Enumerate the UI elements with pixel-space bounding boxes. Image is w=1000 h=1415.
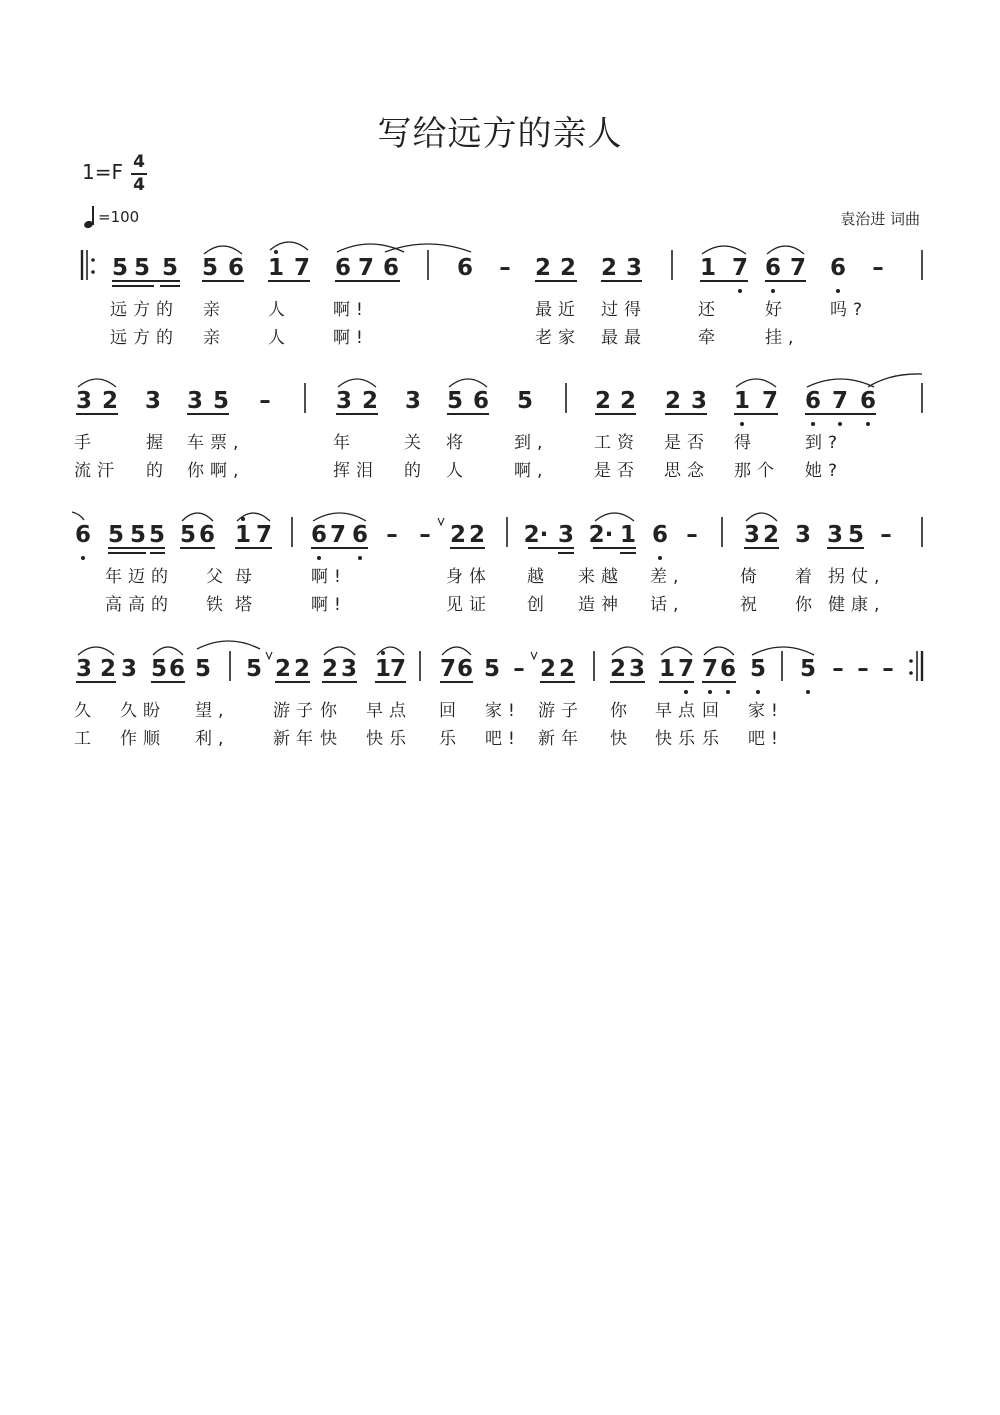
note-row2-13: 2 (619, 388, 637, 414)
slur-11 (182, 513, 213, 521)
lyric-row2-v2-2: 你啊, (187, 461, 245, 481)
lyric-row2-v1-1: 握 (146, 433, 163, 453)
slur-5 (767, 246, 804, 254)
lyric-row3-v1-6: 来越 (578, 567, 624, 587)
lyric-row3-v1-1: 父 (206, 567, 223, 587)
note-row2-14: 2 (664, 388, 682, 414)
slur-13 (313, 513, 366, 521)
note-row4-16: – (513, 656, 525, 682)
lyric-row2-v1-10: 到? (805, 433, 844, 453)
lyric-row4-v2-8: 新年 (538, 729, 584, 749)
lyric-row3-v2-7: 话, (650, 595, 685, 615)
note-row3-5: 6 (198, 522, 216, 548)
slur-15 (746, 513, 777, 521)
note-row4-22: 7 (677, 656, 695, 682)
note-row4-29: – (882, 656, 894, 682)
note-row4-3: 5 (150, 656, 168, 682)
note-row1-5: 1 (267, 255, 285, 281)
note-row4-19: 2 (609, 656, 627, 682)
slur-24 (704, 647, 734, 655)
octave-dot-11 (358, 556, 362, 560)
lyric-row2-v2-3: 挥泪 (333, 461, 379, 481)
lyric-row1-v2-4: 老家 (535, 328, 581, 348)
lyric-row4-v1-5: 早点 (366, 701, 412, 721)
note-row4-5: 5 (194, 656, 212, 682)
breath-mark-0 (438, 518, 444, 525)
note-row4-23: 7 (701, 656, 719, 682)
note-row4-25: 5 (749, 656, 767, 682)
note-row3-20: – (686, 522, 698, 548)
note-row3-25: 5 (847, 522, 865, 548)
slur-8 (449, 379, 487, 387)
note-row4-13: 7 (439, 656, 457, 682)
lyric-row4-v1-9: 你 (610, 701, 627, 721)
lyric-row1-v2-0: 远方的 (110, 328, 179, 348)
lyric-row1-v2-5: 最最 (601, 328, 647, 348)
note-row2-18: 6 (804, 388, 822, 414)
lyric-row3-v2-2: 塔 (235, 595, 252, 615)
lyric-row1-v2-6: 牵 (698, 328, 715, 348)
note-row1-20: 6 (829, 255, 847, 281)
lyric-row4-v2-2: 利, (195, 729, 230, 749)
lyric-row4-v2-5: 快乐 (366, 729, 412, 749)
lyric-row4-v1-12: 家! (748, 701, 784, 721)
song-title: 写给远方的亲人 (377, 114, 623, 154)
lyric-row4-v1-3: 游子 (273, 701, 319, 721)
lyric-row1-v1-4: 最近 (535, 300, 581, 320)
note-row3-3: 5 (148, 522, 166, 548)
slur-0 (204, 246, 242, 254)
octave-dot-15 (708, 690, 712, 694)
lyric-row3-v2-5: 创 (527, 595, 544, 615)
note-row1-11: – (499, 255, 511, 281)
slur-16 (78, 647, 114, 655)
octave-dot-3 (836, 289, 840, 293)
tie-continue-row3 (72, 512, 84, 520)
lyric-row1-v1-8: 吗? (830, 300, 869, 320)
note-row3-19: 6 (651, 522, 669, 548)
lyric-row3-v2-9: 你 (795, 595, 812, 615)
octave-dot-4 (740, 422, 744, 426)
lyric-row3-v1-9: 着 (795, 567, 812, 587)
note-row1-18: 6 (764, 255, 782, 281)
note-row1-19: 7 (789, 255, 807, 281)
lyric-row4-v2-11: 乐 (702, 729, 719, 749)
note-row1-7: 6 (334, 255, 352, 281)
note-row1-15: 3 (625, 255, 643, 281)
note-row2-8: 3 (404, 388, 422, 414)
note-row3-10: 6 (351, 522, 369, 548)
note-row3-2: 5 (129, 522, 147, 548)
lyric-row4-v1-10: 早点 (655, 701, 701, 721)
octave-dot-13 (381, 651, 385, 655)
lyric-row4-v1-7: 家! (485, 701, 521, 721)
lyric-row4-v1-4: 你 (320, 701, 337, 721)
note-row4-0: 3 (75, 656, 93, 682)
lyric-row3-v1-10: 拐仗, (828, 567, 886, 587)
octave-dot-10 (317, 556, 321, 560)
note-row3-14: 2 (468, 522, 486, 548)
note-row2-19: 7 (831, 388, 849, 414)
note-row3-26: – (880, 522, 892, 548)
lyric-row4-v2-9: 快 (610, 729, 627, 749)
note-row3-16: 3 (557, 522, 575, 548)
note-row4-9: 2 (321, 656, 339, 682)
lyric-row4-v2-6: 乐 (439, 729, 456, 749)
note-row2-16: 1 (733, 388, 751, 414)
slur-9 (736, 379, 776, 387)
lyric-row4-v2-3: 新年 (273, 729, 319, 749)
lyric-row2-v2-0: 流汗 (74, 461, 120, 481)
lyric-row2-v1-4: 关 (404, 433, 421, 453)
lyric-row4-v1-2: 望, (195, 701, 230, 721)
note-row4-27: – (832, 656, 844, 682)
lyric-row4-v2-4: 快 (320, 729, 337, 749)
note-row1-6: 7 (293, 255, 311, 281)
lyric-row4-v1-0: 久 (74, 701, 91, 721)
repeat-end-dot-top (909, 659, 913, 663)
note-row3-1: 5 (107, 522, 125, 548)
composer-credit: 袁治进 词曲 (840, 210, 920, 228)
lyric-row1-v1-5: 过得 (601, 300, 647, 320)
note-row2-0: 3 (75, 388, 93, 414)
lyric-row3-v1-7: 差, (650, 567, 685, 587)
slur-4 (702, 246, 746, 254)
octave-dot-6 (838, 422, 842, 426)
note-row2-3: 3 (186, 388, 204, 414)
note-row3-8: 6 (310, 522, 328, 548)
note-row4-11: 1 (374, 656, 392, 682)
note-row4-12: 7 (389, 656, 407, 682)
note-row4-17: 2 (539, 656, 557, 682)
note-row3-11: – (386, 522, 398, 548)
slur-7 (338, 379, 376, 387)
slur-14 (595, 513, 634, 521)
lyric-row4-v2-0: 工 (74, 729, 91, 749)
note-row4-21: 1 (658, 656, 676, 682)
slur-21 (442, 647, 471, 655)
note-row2-11: 5 (516, 388, 534, 414)
slur-2 (337, 244, 404, 252)
note-row2-4: 5 (212, 388, 230, 414)
note-row3-9: 7 (329, 522, 347, 548)
octave-dot-0 (274, 250, 278, 254)
lyric-row3-v1-4: 身体 (446, 567, 492, 587)
note-row3-6: 1 (234, 522, 252, 548)
note-row4-20: 3 (628, 656, 646, 682)
note-row1-3: 5 (201, 255, 219, 281)
lyric-row1-v2-1: 亲 (203, 328, 220, 348)
note-row3-17: 2· (588, 522, 614, 548)
breath-mark-2 (531, 652, 537, 659)
note-row4-1: 2 (99, 656, 117, 682)
slur-22 (612, 647, 643, 655)
lyric-row3-v2-0: 高高的 (105, 595, 174, 615)
lyric-row3-v1-8: 倚 (740, 567, 757, 587)
note-row3-4: 5 (179, 522, 197, 548)
lyric-row2-v1-2: 车票, (187, 433, 245, 453)
note-row1-14: 2 (600, 255, 618, 281)
lyric-row1-v2-2: 人 (268, 328, 285, 348)
note-row2-5: – (259, 388, 271, 414)
note-row2-6: 3 (335, 388, 353, 414)
repeat-start-dot-bottom (91, 270, 95, 274)
octave-dot-18 (806, 690, 810, 694)
slur-20 (377, 647, 404, 655)
time-signature-top: 4 (133, 152, 145, 172)
lyric-row4-v2-7: 吧! (485, 729, 521, 749)
note-row3-15: 2· (523, 522, 549, 548)
slur-23 (661, 647, 692, 655)
lyric-row2-v2-9: 那个 (734, 461, 780, 481)
note-row1-4: 6 (227, 255, 245, 281)
note-row2-15: 3 (690, 388, 708, 414)
lyric-row2-v2-8: 思念 (664, 461, 710, 481)
octave-dot-16 (726, 690, 730, 694)
slur-18 (197, 641, 260, 649)
lyric-row3-v2-10: 健康, (828, 595, 886, 615)
octave-dot-1 (738, 289, 742, 293)
note-row3-24: 3 (826, 522, 844, 548)
breath-mark-1 (266, 652, 272, 659)
lyric-row2-v2-6: 啊, (514, 461, 549, 481)
note-row1-10: 6 (456, 255, 474, 281)
note-row1-21: – (872, 255, 884, 281)
note-row4-18: 2 (558, 656, 576, 682)
lyric-row3-v1-2: 母 (235, 567, 252, 587)
lyric-row4-v1-1: 久盼 (120, 701, 166, 721)
lyric-row3-v2-3: 啊! (311, 595, 347, 615)
slur-1 (270, 242, 308, 250)
octave-dot-17 (756, 690, 760, 694)
lyric-row4-v1-6: 回 (439, 701, 456, 721)
note-row3-18: 1 (619, 522, 637, 548)
note-row4-24: 6 (719, 656, 737, 682)
note-row2-7: 2 (361, 388, 379, 414)
slur-10 (807, 379, 874, 387)
lyric-row3-v2-8: 祝 (740, 595, 757, 615)
lyric-row1-v1-0: 远方的 (110, 300, 179, 320)
lyric-row2-v2-5: 人 (446, 461, 463, 481)
lyric-row1-v1-6: 还 (698, 300, 715, 320)
note-row4-10: 3 (340, 656, 358, 682)
lyric-row2-v2-7: 是否 (594, 461, 640, 481)
lyric-row2-v1-8: 是否 (664, 433, 710, 453)
time-signature-bottom: 4 (133, 175, 145, 195)
lyric-row4-v2-12: 吧! (748, 729, 784, 749)
note-row3-23: 3 (794, 522, 812, 548)
lyric-row2-v1-5: 将 (446, 433, 463, 453)
lyric-row1-v2-3: 啊! (333, 328, 369, 348)
octave-dot-5 (811, 422, 815, 426)
lyric-row3-v1-3: 啊! (311, 567, 347, 587)
note-row2-2: 3 (144, 388, 162, 414)
lyric-row2-v2-4: 的 (404, 461, 421, 481)
note-row4-6: 5 (245, 656, 263, 682)
lyric-row2-v2-10: 她? (805, 461, 844, 481)
note-row3-7: 7 (255, 522, 273, 548)
key-signature: 1=F (82, 160, 123, 184)
repeat-start-dot-top (91, 258, 95, 262)
note-row4-8: 2 (293, 656, 311, 682)
lyric-row4-v2-10: 快乐 (655, 729, 701, 749)
octave-dot-2 (771, 289, 775, 293)
repeat-end-dot-bottom (909, 671, 913, 675)
note-row4-26: 5 (799, 656, 817, 682)
lyric-row2-v1-0: 手 (74, 433, 91, 453)
note-row4-15: 5 (483, 656, 501, 682)
lyric-row2-v1-9: 得 (734, 433, 751, 453)
note-row2-10: 6 (472, 388, 490, 414)
note-row2-17: 7 (761, 388, 779, 414)
octave-dot-12 (658, 556, 662, 560)
note-row4-28: – (857, 656, 869, 682)
note-row1-16: 1 (699, 255, 717, 281)
lyric-row1-v1-7: 好 (765, 300, 782, 320)
note-row1-9: 6 (382, 255, 400, 281)
note-row2-12: 2 (594, 388, 612, 414)
lyric-row3-v2-1: 铁 (206, 595, 223, 615)
note-row1-17: 7 (731, 255, 749, 281)
lyric-row4-v2-1: 作顺 (120, 729, 166, 749)
note-row1-12: 2 (534, 255, 552, 281)
lyric-row3-v1-5: 越 (527, 567, 544, 587)
note-row4-7: 2 (274, 656, 292, 682)
lyric-row1-v1-1: 亲 (203, 300, 220, 320)
lyric-row2-v1-7: 工资 (594, 433, 640, 453)
note-row2-1: 2 (101, 388, 119, 414)
note-row1-0: 5 (111, 255, 129, 281)
lyric-row2-v2-1: 的 (146, 461, 163, 481)
note-row3-0: 6 (74, 522, 92, 548)
note-row3-22: 2 (762, 522, 780, 548)
lyric-row1-v2-7: 挂, (765, 328, 800, 348)
tempo-value: =100 (98, 208, 140, 226)
lyric-row3-v2-4: 见证 (446, 595, 492, 615)
octave-dot-7 (866, 422, 870, 426)
lyric-row1-v1-2: 人 (268, 300, 285, 320)
note-row4-2: 3 (120, 656, 138, 682)
lyric-row2-v1-3: 年 (333, 433, 350, 453)
note-row1-8: 7 (357, 255, 375, 281)
slur-19 (324, 647, 355, 655)
note-row2-9: 5 (446, 388, 464, 414)
note-row3-21: 3 (743, 522, 761, 548)
note-row4-14: 6 (456, 656, 474, 682)
slur-17 (153, 647, 183, 655)
note-row4-4: 6 (168, 656, 186, 682)
note-row1-13: 2 (559, 255, 577, 281)
slur-6 (78, 379, 116, 387)
note-row2-20: 6 (859, 388, 877, 414)
lyric-row3-v1-0: 年迈的 (105, 567, 174, 587)
lyric-row4-v1-11: 回 (702, 701, 719, 721)
note-row3-12: – (419, 522, 431, 548)
lyric-row2-v1-6: 到, (514, 433, 549, 453)
note-row1-2: 5 (161, 255, 179, 281)
slur-25 (752, 647, 814, 655)
octave-dot-14 (684, 690, 688, 694)
tie-continue-row2 (868, 374, 922, 387)
lyric-row4-v1-8: 游子 (538, 701, 584, 721)
lyric-row3-v2-6: 造神 (578, 595, 624, 615)
note-row1-1: 5 (133, 255, 151, 281)
lyric-row1-v1-3: 啊! (333, 300, 369, 320)
octave-dot-8 (81, 556, 85, 560)
note-row3-13: 2 (449, 522, 467, 548)
